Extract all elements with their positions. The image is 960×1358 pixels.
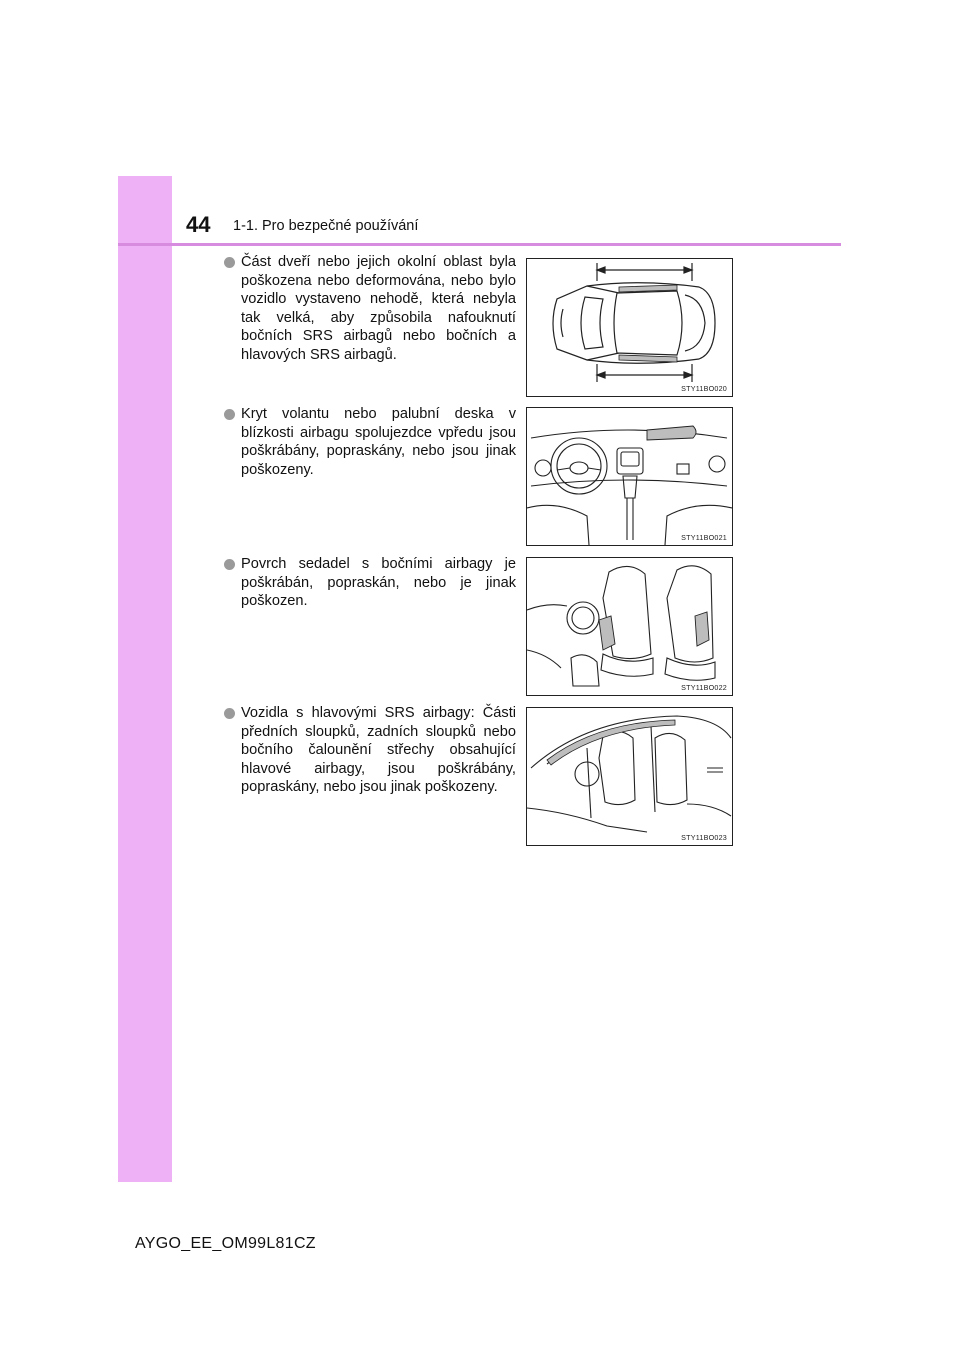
dashboard-drawing xyxy=(527,408,732,545)
item-text: Vozidla s hlavovými SRS airbagy: Části předních sloupků, zadních sloupků nebo bočního čalounění střechy obsahující hlavové airbagy, jsou poškrábány, popraskány, nebo jsou jinak poškozeny. xyxy=(241,705,516,796)
seats-drawing xyxy=(527,558,732,695)
figure-code: STY11BO023 xyxy=(681,833,727,842)
section-title: 1-1. Pro bezpečné používání xyxy=(233,218,419,234)
illustration-seats xyxy=(526,557,733,696)
illustration-pillars xyxy=(526,707,733,846)
pillars-drawing xyxy=(527,708,732,845)
bullet-icon xyxy=(224,708,235,719)
item-text: Část dveří nebo jejich okolní oblast byla poškozena nebo deformována, nebo bylo vozidlo vystaveno nehodě, která nebyla tak velká, aby způsobila nafouknutí bočních SRS airbagů nebo bočních a hlavových SRS airbagů. xyxy=(241,254,516,363)
list-item xyxy=(224,405,516,479)
list-item xyxy=(224,253,516,365)
figure-code: STY11BO021 xyxy=(681,533,727,542)
bullet-icon xyxy=(224,559,235,570)
footer-doc-code: AYGO_EE_OM99L81CZ xyxy=(135,1235,316,1252)
figure-code: STY11BO022 xyxy=(681,683,727,692)
bullet-icon xyxy=(224,257,235,268)
figure-code: STY11BO020 xyxy=(681,384,727,393)
illustration-car-top-view xyxy=(526,258,733,397)
list-item xyxy=(224,704,516,797)
page-number: 44 xyxy=(186,212,211,237)
item-text: Kryt volantu nebo palubní deska v blízkosti airbagu spolujezdce vpředu jsou poškrábány, popraskány, nebo jsou jinak poškozeny. xyxy=(241,406,516,478)
bullet-icon xyxy=(224,409,235,420)
chapter-side-band xyxy=(118,176,172,1182)
car-top-view-drawing xyxy=(527,259,732,396)
item-text: Povrch sedadel s bočními airbagy je poškrábán, popraskán, nebo je jinak poškozen. xyxy=(241,556,516,610)
illustration-dashboard xyxy=(526,407,733,546)
list-item xyxy=(224,555,516,611)
header-rule xyxy=(118,243,841,246)
